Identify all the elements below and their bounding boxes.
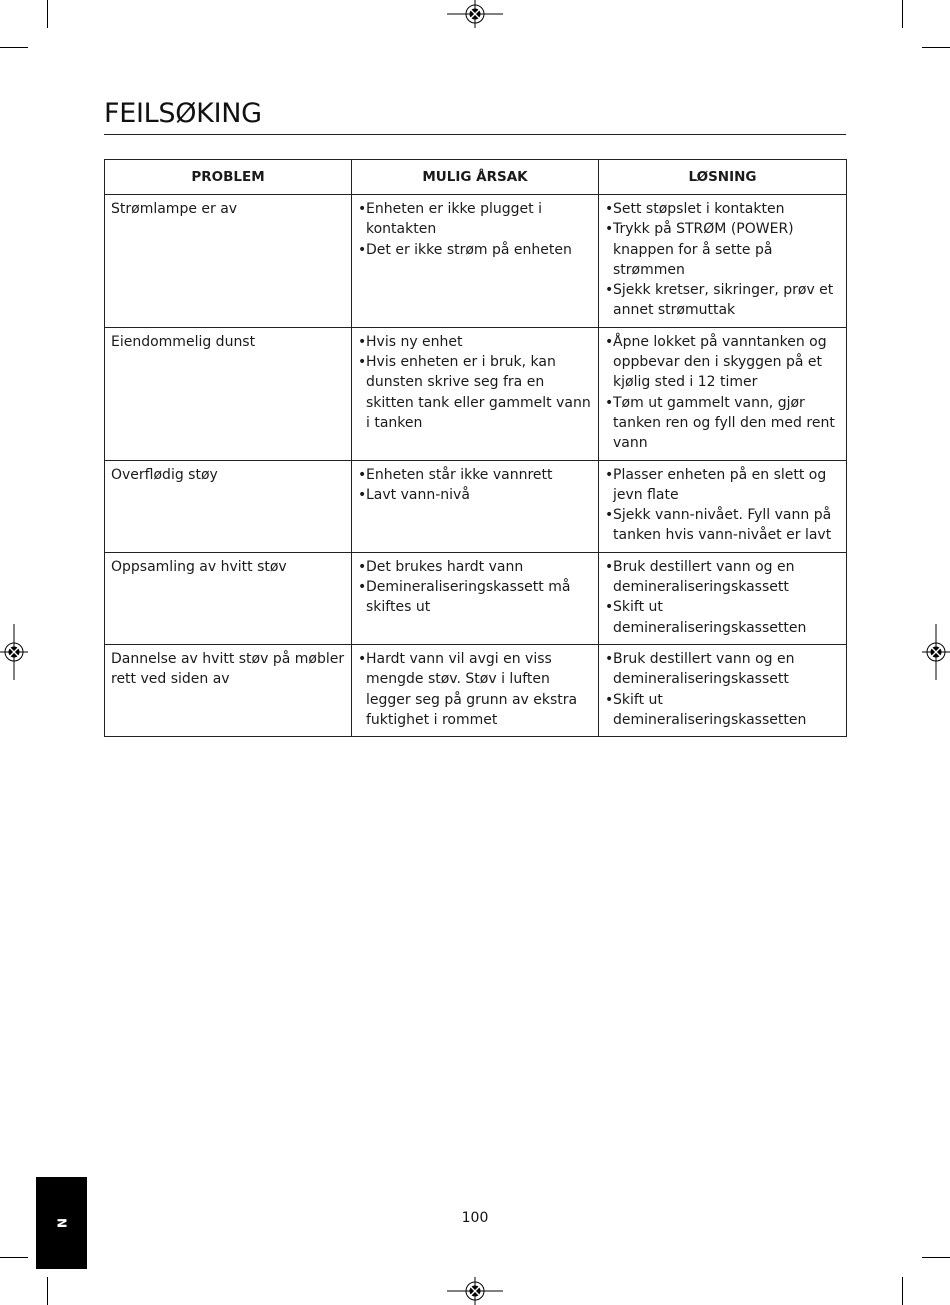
list-item: • Bruk destillert vann og en demineraliseringskassett [605,557,840,598]
title-divider [104,134,846,135]
header-cause: MULIG ÅRSAK [352,160,599,195]
page-number: 100 [461,1210,489,1226]
crop-mark-top-right-h [922,47,950,48]
header-problem: PROBLEM [105,160,352,195]
troubleshooting-table [104,159,847,737]
problem-cell: Oppsamling av hvitt støv [105,552,352,644]
crop-mark-bottom-right-h [922,1257,950,1258]
cause-cell [352,327,599,460]
list-item: • Enheten er ikke plugget i kontakten [358,199,592,240]
table-row [105,327,847,460]
problem-cell: Dannelse av hvitt støv på møbler rett ved siden av [105,644,352,736]
list-item: • Det brukes hardt vann [358,557,592,577]
registration-mark-left-icon [0,624,28,680]
crop-mark-bottom-left-h [0,1257,28,1258]
list-item: • Hvis ny enhet [358,332,592,352]
list-item: • Lavt vann-nivå [358,485,592,505]
list-item: • Åpne lokket på vanntanken og oppbevar den i skyggen på et kjølig sted i 12 timer [605,332,840,393]
registration-mark-top-icon [447,0,503,28]
solution-cell [599,552,847,644]
list-item: • Tøm ut gammelt vann, gjør tanken ren og fyll den med rent vann [605,393,840,454]
crop-mark-top-left-v [47,0,48,28]
table-row [105,460,847,552]
list-item: • Demineraliseringskassett må skiftes ut [358,577,592,618]
registration-mark-right-icon [922,624,950,680]
list-item: • Sjekk vann-nivået. Fyll vann på tanken hvis vann-nivået er lavt [605,505,840,546]
table-row [105,195,847,328]
table-header-row [105,160,847,195]
crop-mark-bottom-left-v [47,1277,48,1305]
problem-cell: Eiendommelig dunst [105,327,352,460]
list-item: • Sett støpslet i kontakten [605,199,840,219]
list-item: • Skift ut demineraliseringskassetten [605,690,840,731]
table-row [105,644,847,736]
cause-cell [352,552,599,644]
table-row [105,552,847,644]
list-item: • Hvis enheten er i bruk, kan dunsten skrive seg fra en skitten tank eller gammelt vann i tanken [358,352,592,433]
solution-cell [599,195,847,328]
page-title: FEILSØKING [104,98,262,129]
problem-cell: Overflødig støy [105,460,352,552]
crop-mark-top-right-v [902,0,903,28]
list-item: • Bruk destillert vann og en demineraliseringskassett [605,649,840,690]
list-item: • Hardt vann vil avgi en viss mengde støv. Støv i luften legger seg på grunn av ekstra fuktighet i rommet [358,649,592,730]
solution-cell [599,644,847,736]
list-item: • Det er ikke strøm på enheten [358,240,592,260]
cause-cell [352,460,599,552]
solution-cell [599,327,847,460]
list-item: • Sjekk kretser, sikringer, prøv et annet strømuttak [605,280,840,321]
crop-mark-bottom-right-v [902,1277,903,1305]
list-item: • Trykk på STRØM (POWER) knappen for å sette på strømmen [605,219,840,280]
solution-cell [599,460,847,552]
header-solution: LØSNING [599,160,847,195]
language-tab-label: N [54,1217,69,1229]
list-item: • Enheten står ikke vannrett [358,465,592,485]
list-item: • Plasser enheten på en slett og jevn flate [605,465,840,506]
registration-mark-bottom-icon [447,1277,503,1305]
cause-cell [352,644,599,736]
cause-cell [352,195,599,328]
problem-cell: Strømlampe er av [105,195,352,328]
crop-mark-top-left-h [0,47,28,48]
list-item: • Skift ut demineraliseringskassetten [605,597,840,638]
